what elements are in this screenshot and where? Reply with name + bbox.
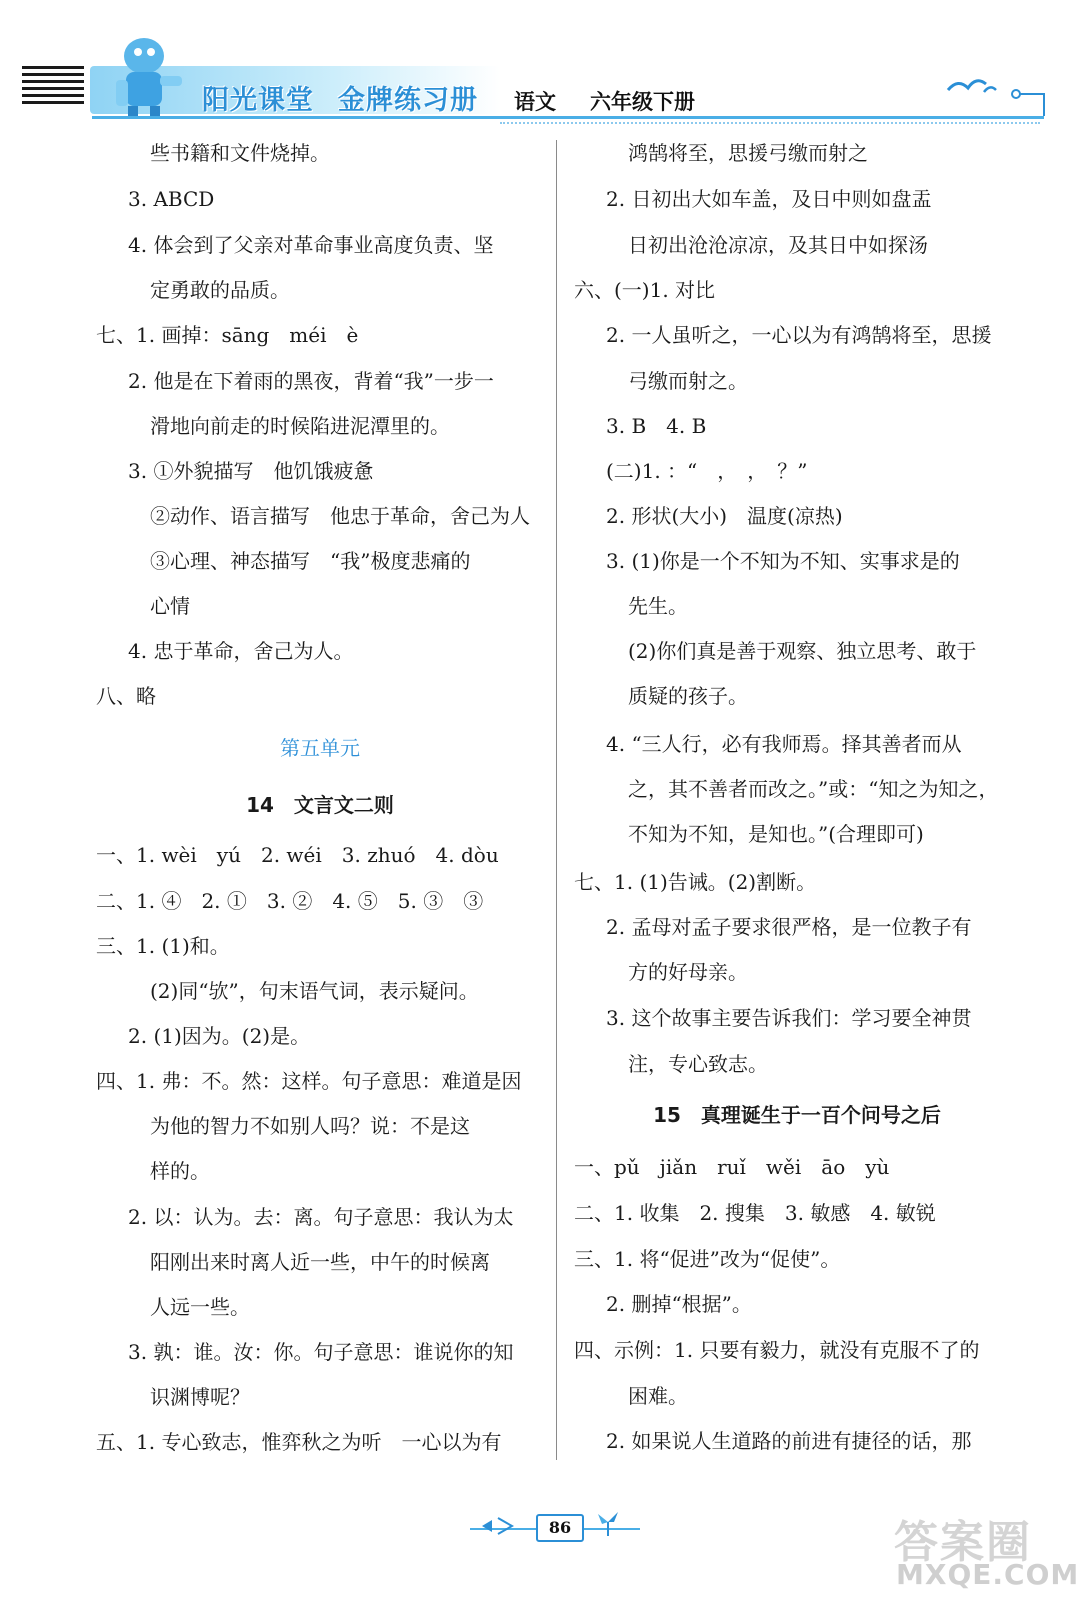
fish-icon [478, 1512, 518, 1540]
answer-line: 阳刚出来时离人近一些，中午的时候离 [150, 1250, 490, 1274]
answer-line: 五、1. 专心致志，惟弈秋之为听 一心以为有 [96, 1430, 502, 1454]
answer-line: 2. 一人虽听之，一心以为有鸿鹄将至，思援 [606, 323, 992, 347]
column-divider [556, 140, 557, 1460]
answer-line: 4. “三人行，必有我师焉。择其善者而从 [606, 732, 962, 756]
answer-line: 三、1. 将“促进”改为“促使”。 [574, 1247, 841, 1271]
answer-line: 3. 孰：谁。汝：你。句子意思：谁说你的知 [128, 1340, 514, 1364]
answer-line: 方的好母亲。 [628, 960, 748, 984]
answer-line: 六、(一)1. 对比 [574, 278, 716, 302]
answer-line: 2. 他是在下着雨的黑夜，背着“我”一步一 [128, 369, 494, 393]
answer-line: 三、1. (1)和。 [96, 934, 230, 958]
answer-line: (2)同“欤”，句末语气词，表示疑问。 [150, 979, 479, 1003]
answer-line: 2. 形状(大小) 温度(凉热) [606, 504, 843, 528]
answer-line: 识渊博呢？ [150, 1385, 250, 1409]
brand-left: 阳光课堂 [202, 85, 314, 116]
unit-heading: 第五单元 [280, 736, 360, 760]
answer-line: 鸿鹄将至，思援弓缴而射之 [628, 141, 868, 165]
answer-line: 4. 忠于革命，舍己为人。 [128, 639, 354, 663]
watermark-logo: 答案圈 [894, 1517, 1032, 1568]
answer-line: 2. 如果说人生道路的前进有捷径的话，那 [606, 1429, 972, 1453]
answer-line: 七、1. (1)告诫。(2)割断。 [574, 870, 817, 894]
answer-line: 困难。 [628, 1384, 688, 1408]
answer-line: 四、1. 弗：不。然：这样。句子意思：难道是因 [96, 1069, 522, 1093]
answer-line: 定勇敢的品质。 [150, 278, 290, 302]
site-watermark [894, 1506, 1080, 1592]
answer-line: 4. 体会到了父亲对革命事业高度负责、坚 [128, 233, 494, 257]
answer-line: 之，其不善者而改之。”或：“知之为知之， [628, 777, 999, 801]
lesson-heading: 14 文言文二则 [246, 793, 394, 817]
answer-line: ②动作、语言描写 他忠于革命，舍己为人 [150, 504, 530, 528]
answer-line: 二、1. ④ 2. ① 3. ② 4. ⑤ 5. ③ ③ [96, 889, 484, 913]
answer-line: 心情 [150, 594, 190, 618]
subject-grade [514, 86, 729, 116]
answer-line: 3. 这个故事主要告诉我们：学习要全神贯 [606, 1006, 972, 1030]
watermark-url: MXQE.COM [896, 1558, 1080, 1591]
answer-line: 2. 删掉“根据”。 [606, 1292, 752, 1316]
header-stripes [22, 66, 84, 108]
answer-line: 二、1. 收集 2. 搜集 3. 敏感 4. 敏锐 [574, 1201, 936, 1225]
answer-line: 质疑的孩子。 [628, 684, 748, 708]
answer-line: 一、1. wèi yú 2. wéi 3. zhuó 4. dòu [96, 843, 499, 867]
answer-line: 一、pǔ jiǎn ruǐ wěi āo yù [574, 1155, 890, 1179]
answer-line: 八、略 [96, 684, 156, 708]
answer-line: 些书籍和文件烧掉。 [150, 141, 330, 165]
header-dotted-rule [500, 122, 1040, 124]
grade-label: 六年级下册 [590, 90, 695, 114]
answer-line: 日初出沧沧凉凉，及其日中如探汤 [628, 233, 928, 257]
answer-line: 人远一些。 [150, 1295, 250, 1319]
answer-line: 3. ①外貌描写 他饥饿疲惫 [128, 459, 374, 483]
answer-line: ③心理、神态描写 “我”极度悲痛的 [150, 549, 471, 573]
page-footer [470, 1508, 640, 1548]
answer-line: 滑地向前走的时候陷进泥潭里的。 [150, 414, 450, 438]
answer-line: 注，专心致志。 [628, 1052, 768, 1076]
answer-line: 四、示例：1. 只要有毅力，就没有克服不了的 [574, 1338, 980, 1362]
header-rule [92, 116, 1044, 119]
subject-label: 语文 [514, 90, 556, 114]
answer-line: 3. (1)你是一个不知为不知、实事求是的 [606, 549, 960, 573]
lesson-heading: 15 真理诞生于一百个问号之后 [653, 1103, 941, 1127]
page-header [0, 0, 1088, 140]
answer-line: 2. 日初出大如车盖，及日中则如盘盂 [606, 187, 932, 211]
brand-title [202, 78, 502, 117]
answer-line: 先生。 [628, 594, 688, 618]
page-number: 86 [536, 1514, 584, 1542]
mascot-icon [98, 30, 194, 118]
answer-line: 为他的智力不如别人吗？说：不是这 [150, 1114, 470, 1138]
answer-line: 弓缴而射之。 [628, 369, 748, 393]
answer-line: 3. ABCD [128, 187, 215, 211]
answer-line: 2. 孟母对孟子要求很严格，是一位教子有 [606, 915, 972, 939]
answer-line: 2. (1)因为。(2)是。 [128, 1024, 311, 1048]
answer-line: (二)1. ：“ ， ， ？” [606, 459, 808, 483]
answer-line: 3. B 4. B [606, 414, 707, 438]
answer-line: 2. 以：认为。去：离。句子意思：我认为太 [128, 1205, 514, 1229]
answer-line: 七、1. 画掉：sāng méi è [96, 323, 359, 347]
answer-line: 样的。 [150, 1159, 210, 1183]
birds-icon [940, 62, 1050, 122]
answer-line: 不知为不知，是知也。”(合理即可) [628, 822, 924, 846]
pinwheel-icon [588, 1508, 628, 1538]
brand-right: 金牌练习册 [338, 85, 478, 116]
answer-line: (2)你们真是善于观察、独立思考、敢于 [628, 639, 977, 663]
